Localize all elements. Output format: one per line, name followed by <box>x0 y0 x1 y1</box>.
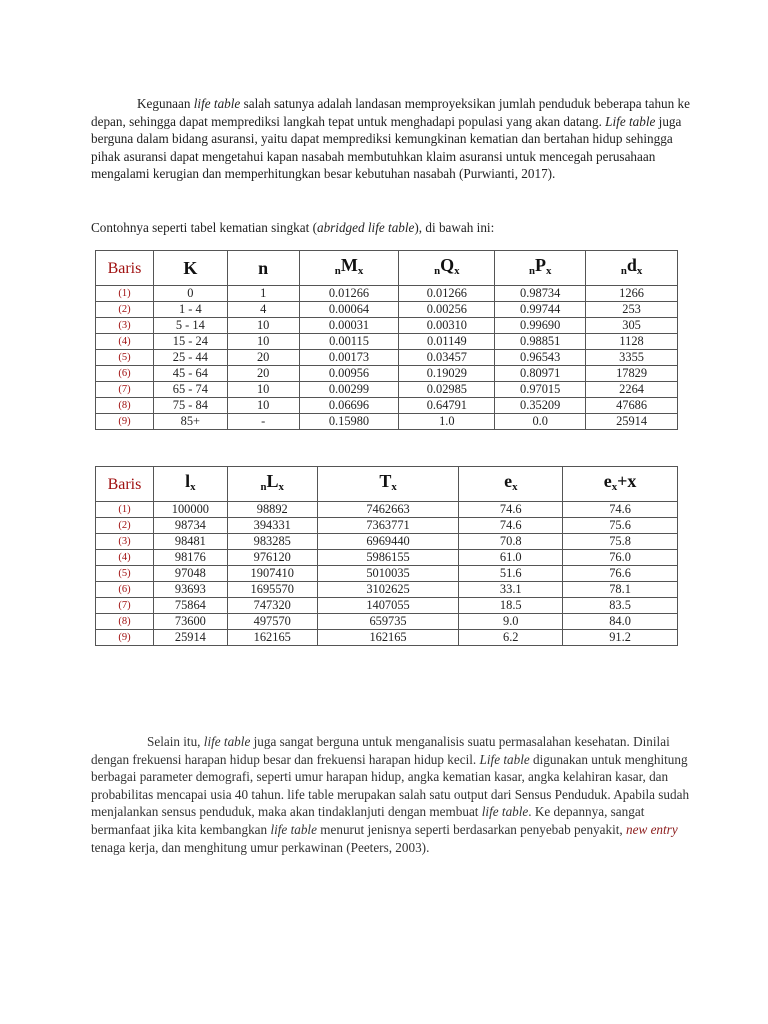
table-row <box>96 566 678 582</box>
row-number-cell: (7) <box>96 598 154 614</box>
table-cell: 5986155 <box>317 550 459 566</box>
table-cell: 74.6 <box>563 502 678 518</box>
table-cell: 83.5 <box>563 598 678 614</box>
table-cell: 75864 <box>153 598 227 614</box>
row-number-cell: (3) <box>96 318 154 334</box>
table-cell: 0.96543 <box>495 350 586 366</box>
text-span: menurut jenisnya seperti berdasarkan penyebab penyakit, <box>316 821 627 837</box>
col-header-qx: $nQ_x$ <box>399 251 495 286</box>
abridged-life-table-1 <box>95 250 678 430</box>
italic-term: life table <box>481 804 529 820</box>
row-number-cell: (3) <box>96 534 154 550</box>
table-cell: 98892 <box>227 502 317 518</box>
table-cell: 0 <box>153 286 227 302</box>
italic-term: new entry <box>626 821 678 837</box>
paragraph-example <box>91 219 691 237</box>
table-cell: 0.98851 <box>495 334 586 350</box>
text-span: ), di bawah ini: <box>414 220 495 235</box>
table-cell: 3355 <box>586 350 678 366</box>
text-span: juga sangat berguna untuk menganalisis suatu permasalahan kesehatan. Dinilai dengan frekuensi harapan hidup besar dan frekuensi harapan hidup kecil. <box>91 734 670 767</box>
table-cell: 394331 <box>227 518 317 534</box>
col-header-n: n <box>227 251 299 286</box>
table-cell: 76.6 <box>563 566 678 582</box>
table-cell: 2264 <box>586 382 678 398</box>
text-span: Selain itu, <box>147 734 204 749</box>
italic-term: life table <box>193 96 241 111</box>
table-cell: 0.80971 <box>495 366 586 382</box>
table-row <box>96 630 678 646</box>
table-cell: 10 <box>227 334 299 350</box>
table-cell: 0.01266 <box>299 286 399 302</box>
table-cell: 18.5 <box>459 598 563 614</box>
table-cell: 9.0 <box>459 614 563 630</box>
italic-term: Life table <box>479 751 530 767</box>
row-number-cell: (4) <box>96 334 154 350</box>
table-cell: 0.99744 <box>495 302 586 318</box>
text-span: Contohnya seperti tabel kematian singkat ( <box>91 220 317 235</box>
table-cell: 6.2 <box>459 630 563 646</box>
col-header-mx: $nM_x$ <box>299 251 399 286</box>
table-cell: 75.6 <box>563 518 678 534</box>
table-cell: 98176 <box>153 550 227 566</box>
row-number-cell: (2) <box>96 302 154 318</box>
text-span: . Ke depannya, sangat bermanfaat jika kita kembangkan <box>91 804 645 837</box>
text-span: Kegunaan <box>137 96 194 111</box>
table-cell: 0.35209 <box>495 398 586 414</box>
text-span: juga berguna dalam bidang asuransi, yaitu dapat memprediksi kemungkinan kematian dan bertahan hidup sehingga pihak asuransi dapat mengetahui kapan nasabah membutuhkan klaim asuransi untuk mencegah perusahaan mengalami kerugian dan memperhitungkan besar kebutuhan nasabah (Purwianti, 2017). <box>91 113 682 182</box>
table-row <box>96 502 678 518</box>
table-cell: 0.00115 <box>299 334 399 350</box>
table-row <box>96 518 678 534</box>
table-cell: 1907410 <box>227 566 317 582</box>
table-cell: 93693 <box>153 582 227 598</box>
col-header-ex: $e_x$ <box>459 467 563 502</box>
table-row <box>96 286 678 302</box>
table-cell: 47686 <box>586 398 678 414</box>
table-cell: 162165 <box>317 630 459 646</box>
table-cell: 0.00310 <box>399 318 495 334</box>
table-cell: 100000 <box>153 502 227 518</box>
table-cell: 75 - 84 <box>153 398 227 414</box>
row-number-cell: (2) <box>96 518 154 534</box>
italic-term: life table <box>270 821 317 837</box>
row-number-cell: (6) <box>96 582 154 598</box>
table-cell: 25 - 44 <box>153 350 227 366</box>
table-cell: 0.19029 <box>399 366 495 382</box>
table-cell: 70.8 <box>459 534 563 550</box>
table-cell: 25914 <box>586 414 678 430</box>
table-cell: 0.00064 <box>299 302 399 318</box>
life-table-2 <box>95 466 678 646</box>
table-row <box>96 398 678 414</box>
table-cell: 1 <box>227 286 299 302</box>
table-header-row <box>96 467 678 502</box>
table-cell: 1.0 <box>399 414 495 430</box>
table-cell: 33.1 <box>459 582 563 598</box>
col-header-ex-plus-x: $e_x+x$ <box>563 467 678 502</box>
table-cell: 7363771 <box>317 518 459 534</box>
table-cell: 1695570 <box>227 582 317 598</box>
col-header-baris: Baris <box>96 467 154 502</box>
table-cell: 74.6 <box>459 502 563 518</box>
table-cell: 61.0 <box>459 550 563 566</box>
table-row <box>96 414 678 430</box>
table-row <box>96 318 678 334</box>
table-cell: 0.97015 <box>495 382 586 398</box>
table-cell: 65 - 74 <box>153 382 227 398</box>
table-cell: 98481 <box>153 534 227 550</box>
table-cell: 5010035 <box>317 566 459 582</box>
table-row <box>96 534 678 550</box>
col-header-px: $nP_x$ <box>495 251 586 286</box>
table-row <box>96 366 678 382</box>
table-row <box>96 598 678 614</box>
table-cell: 976120 <box>227 550 317 566</box>
table-row <box>96 550 678 566</box>
table-cell: 0.99690 <box>495 318 586 334</box>
col-header-lx: $l_x$ <box>153 467 227 502</box>
table-cell: 75.8 <box>563 534 678 550</box>
table-cell: 0.00256 <box>399 302 495 318</box>
table-cell: 17829 <box>586 366 678 382</box>
table-cell: 25914 <box>153 630 227 646</box>
col-header-baris: Baris <box>96 251 154 286</box>
table-cell: 10 <box>227 382 299 398</box>
table-cell: 20 <box>227 366 299 382</box>
table-cell: 76.0 <box>563 550 678 566</box>
row-number-cell: (5) <box>96 566 154 582</box>
italic-term: Life table <box>605 113 656 129</box>
table-cell: 15 - 24 <box>153 334 227 350</box>
table-cell: 73600 <box>153 614 227 630</box>
paragraph-intro <box>91 95 691 183</box>
col-header-tx: $T_x$ <box>317 467 459 502</box>
table-cell: 1266 <box>586 286 678 302</box>
table-cell: 4 <box>227 302 299 318</box>
table-cell: 5 - 14 <box>153 318 227 334</box>
table-cell: 78.1 <box>563 582 678 598</box>
table-cell: 6969440 <box>317 534 459 550</box>
table-cell: 85+ <box>153 414 227 430</box>
table-cell: 20 <box>227 350 299 366</box>
table-cell: 10 <box>227 398 299 414</box>
table-cell: 305 <box>586 318 678 334</box>
table-cell: 0.0 <box>495 414 586 430</box>
table-cell: 0.01266 <box>399 286 495 302</box>
col-header-k: K <box>153 251 227 286</box>
table-cell: 0.03457 <box>399 350 495 366</box>
paragraph-conclusion <box>91 733 691 856</box>
row-number-cell: (6) <box>96 366 154 382</box>
table-cell: 253 <box>586 302 678 318</box>
table-cell: 983285 <box>227 534 317 550</box>
table-cell: 10 <box>227 318 299 334</box>
table-cell: 0.64791 <box>399 398 495 414</box>
table-cell: 7462663 <box>317 502 459 518</box>
table-cell: 51.6 <box>459 566 563 582</box>
row-number-cell: (7) <box>96 382 154 398</box>
col-header-dx: $nd_x$ <box>586 251 678 286</box>
table-cell: 0.06696 <box>299 398 399 414</box>
table-header-row <box>96 251 678 286</box>
table-cell: 0.01149 <box>399 334 495 350</box>
table-row <box>96 302 678 318</box>
table-cell: 74.6 <box>459 518 563 534</box>
row-number-cell: (9) <box>96 630 154 646</box>
table-cell: 0.00031 <box>299 318 399 334</box>
table-cell: 497570 <box>227 614 317 630</box>
table-row <box>96 382 678 398</box>
table-cell: 1 - 4 <box>153 302 227 318</box>
table-cell: 3102625 <box>317 582 459 598</box>
table-cell: 162165 <box>227 630 317 646</box>
table-cell: - <box>227 414 299 430</box>
table-cell: 0.00173 <box>299 350 399 366</box>
table-cell: 97048 <box>153 566 227 582</box>
row-number-cell: (4) <box>96 550 154 566</box>
table-cell: 91.2 <box>563 630 678 646</box>
table-cell: 659735 <box>317 614 459 630</box>
table-cell: 84.0 <box>563 614 678 630</box>
row-number-cell: (8) <box>96 614 154 630</box>
text-span: tenaga kerja, dan menghitung umur perkawinan (Peeters, 2003). <box>91 839 430 855</box>
table-row <box>96 334 678 350</box>
table-row <box>96 350 678 366</box>
row-number-cell: (1) <box>96 286 154 302</box>
row-number-cell: (8) <box>96 398 154 414</box>
table-row <box>96 614 678 630</box>
col-header-nLx: $nL_x$ <box>227 467 317 502</box>
table-cell: 0.00299 <box>299 382 399 398</box>
table-cell: 0.15980 <box>299 414 399 430</box>
table-cell: 1128 <box>586 334 678 350</box>
table-cell: 0.02985 <box>399 382 495 398</box>
table-row <box>96 582 678 598</box>
table-cell: 45 - 64 <box>153 366 227 382</box>
text-span: salah satunya adalah landasan memproyeksikan jumlah penduduk beberapa tahun ke depan, sehingga dapat memprediksi langkah tepat untuk menghadapi populasi yang akan datang. <box>91 96 690 129</box>
table-cell: 0.00956 <box>299 366 399 382</box>
table-cell: 1407055 <box>317 598 459 614</box>
row-number-cell: (1) <box>96 502 154 518</box>
table-cell: 0.98734 <box>495 286 586 302</box>
table-cell: 747320 <box>227 598 317 614</box>
text-span: digunakan untuk menghitung berbagai parameter demografi, seperti umur harapan hidup, angka kematian kasar, angka kelahiran kasar, dan probabilitas mencapai usia 40 tahun. life table merupakan salah satu output dari Sensus Penduduk. Apabila sudah menjalankan sensus penduduk, maka akan tindaklanjuti dengan membuat <box>91 751 690 820</box>
row-number-cell: (9) <box>96 414 154 430</box>
italic-term: abridged life table <box>316 220 415 235</box>
italic-term: life table <box>203 734 251 749</box>
row-number-cell: (5) <box>96 350 154 366</box>
table-cell: 98734 <box>153 518 227 534</box>
